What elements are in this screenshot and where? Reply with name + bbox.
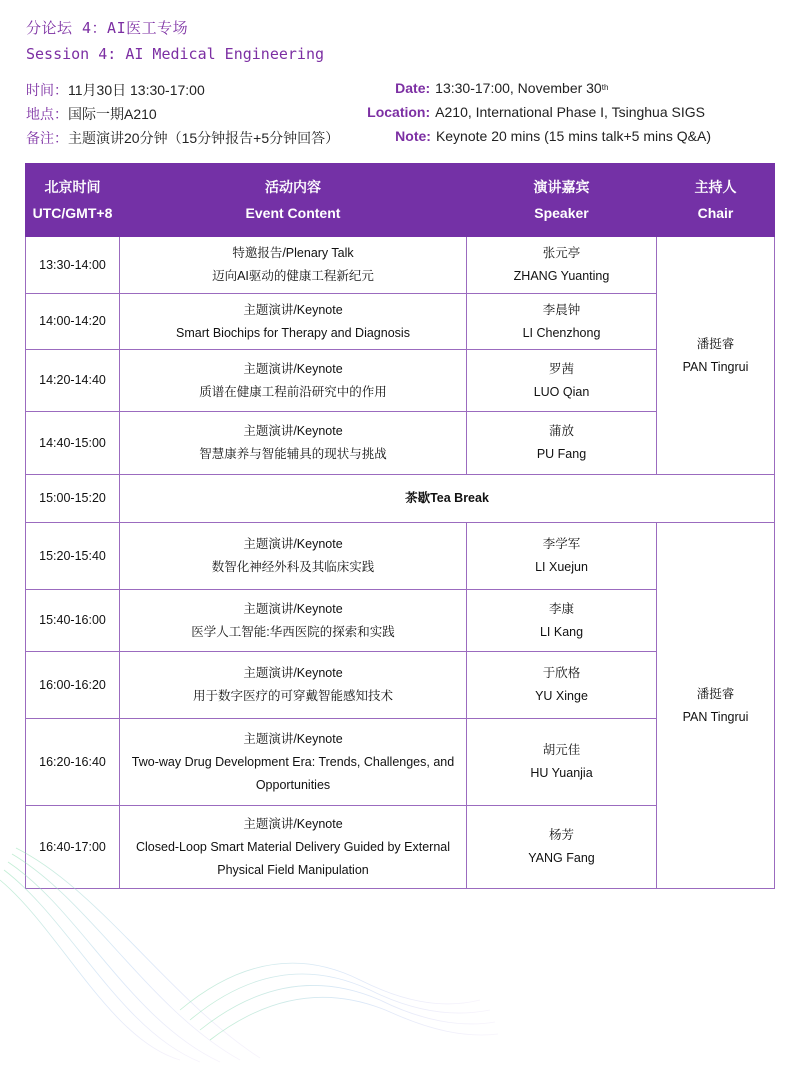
row-content: 主题演讲/Keynote 用于数字医疗的可穿戴智能感知技术	[120, 652, 467, 719]
row-speaker: 蒲放 PU Fang	[467, 412, 657, 475]
date-sup: th	[601, 83, 609, 92]
table-row	[26, 523, 775, 590]
row-speaker: 张元亭 ZHANG Yuanting	[467, 237, 657, 294]
table-header-row	[26, 164, 775, 237]
date-label: Date:	[395, 80, 431, 96]
row-speaker: 李康 LI Kang	[467, 590, 657, 652]
row-content: 特邀报告/Plenary Talk 迈向AI驱动的健康工程新纪元	[120, 237, 467, 294]
row-speaker: 于欣格 YU Xinge	[467, 652, 657, 719]
page-title-en: Session 4: AI Medical Engineering	[26, 45, 325, 63]
location-en-line	[367, 100, 711, 124]
row-speaker: 罗茜 LUO Qian	[467, 350, 657, 412]
time-value: 11月30日 13:30-17:00	[68, 82, 205, 98]
time-line	[26, 78, 339, 102]
header-time: 北京时间 UTC/GMT+8	[26, 164, 120, 237]
note-en-line	[367, 124, 711, 148]
row-time: 15:20-15:40	[26, 523, 120, 590]
row-content: 主题演讲/Keynote 医学人工智能:华西医院的探索和实践	[120, 590, 467, 652]
location-line	[26, 102, 339, 126]
row-speaker: 李晨钟 LI Chenzhong	[467, 294, 657, 350]
row-time: 15:40-16:00	[26, 590, 120, 652]
row-time: 13:30-14:00	[26, 237, 120, 294]
info-en	[367, 76, 711, 148]
time-label: 时间：	[26, 82, 68, 98]
schedule-table	[25, 163, 775, 889]
header-chair: 主持人 Chair	[657, 164, 775, 237]
row-content: 主题演讲/Keynote 数智化神经外科及其临床实践	[120, 523, 467, 590]
break-label: 茶歇Tea Break	[120, 475, 775, 523]
row-time: 16:20-16:40	[26, 719, 120, 806]
break-time: 15:00-15:20	[26, 475, 120, 523]
row-time: 14:00-14:20	[26, 294, 120, 350]
table-row	[26, 237, 775, 294]
note-label: 备注：	[26, 130, 68, 146]
location-value: 国际一期A210	[68, 106, 157, 122]
location-en-value: A210, International Phase I, Tsinghua SIGS	[435, 104, 705, 120]
date-line	[367, 76, 711, 100]
chair-cell-1: 潘挺睿 PAN Tingrui	[657, 237, 775, 475]
row-content: 主题演讲/Keynote Closed-Loop Smart Material Delivery Guided by External Physical Field Manipulation	[120, 806, 467, 889]
row-time: 14:20-14:40	[26, 350, 120, 412]
row-content: 主题演讲/Keynote 智慧康养与智能辅具的现状与挑战	[120, 412, 467, 475]
note-line	[26, 126, 339, 150]
chair-cell-2: 潘挺睿 PAN Tingrui	[657, 523, 775, 889]
header-content: 活动内容 Event Content	[120, 164, 467, 237]
page-title-cn: 分论坛 4：AI医工专场	[26, 19, 189, 37]
location-label: 地点：	[26, 106, 68, 122]
date-value: 13:30-17:00, November 30	[435, 80, 602, 96]
row-time: 16:40-17:00	[26, 806, 120, 889]
note-value: 主题演讲20分钟（15分钟报告+5分钟回答）	[68, 130, 340, 146]
row-speaker: 杨芳 YANG Fang	[467, 806, 657, 889]
note-en-label: Note:	[395, 128, 431, 144]
row-speaker: 李学军 LI Xuejun	[467, 523, 657, 590]
break-row	[26, 475, 775, 523]
info-cn	[26, 78, 339, 150]
row-content: 主题演讲/Keynote Two-way Drug Development Era: Trends, Challenges, and Opportunities	[120, 719, 467, 806]
row-time: 14:40-15:00	[26, 412, 120, 475]
note-en-value: Keynote 20 mins (15 mins talk+5 mins Q&A)	[435, 128, 711, 144]
location-en-label: Location:	[367, 104, 431, 120]
row-content: 主题演讲/Keynote 质谱在健康工程前沿研究中的作用	[120, 350, 467, 412]
row-content: 主题演讲/Keynote Smart Biochips for Therapy and Diagnosis	[120, 294, 467, 350]
row-speaker: 胡元佳 HU Yuanjia	[467, 719, 657, 806]
header-speaker: 演讲嘉宾 Speaker	[467, 164, 657, 237]
row-time: 16:00-16:20	[26, 652, 120, 719]
